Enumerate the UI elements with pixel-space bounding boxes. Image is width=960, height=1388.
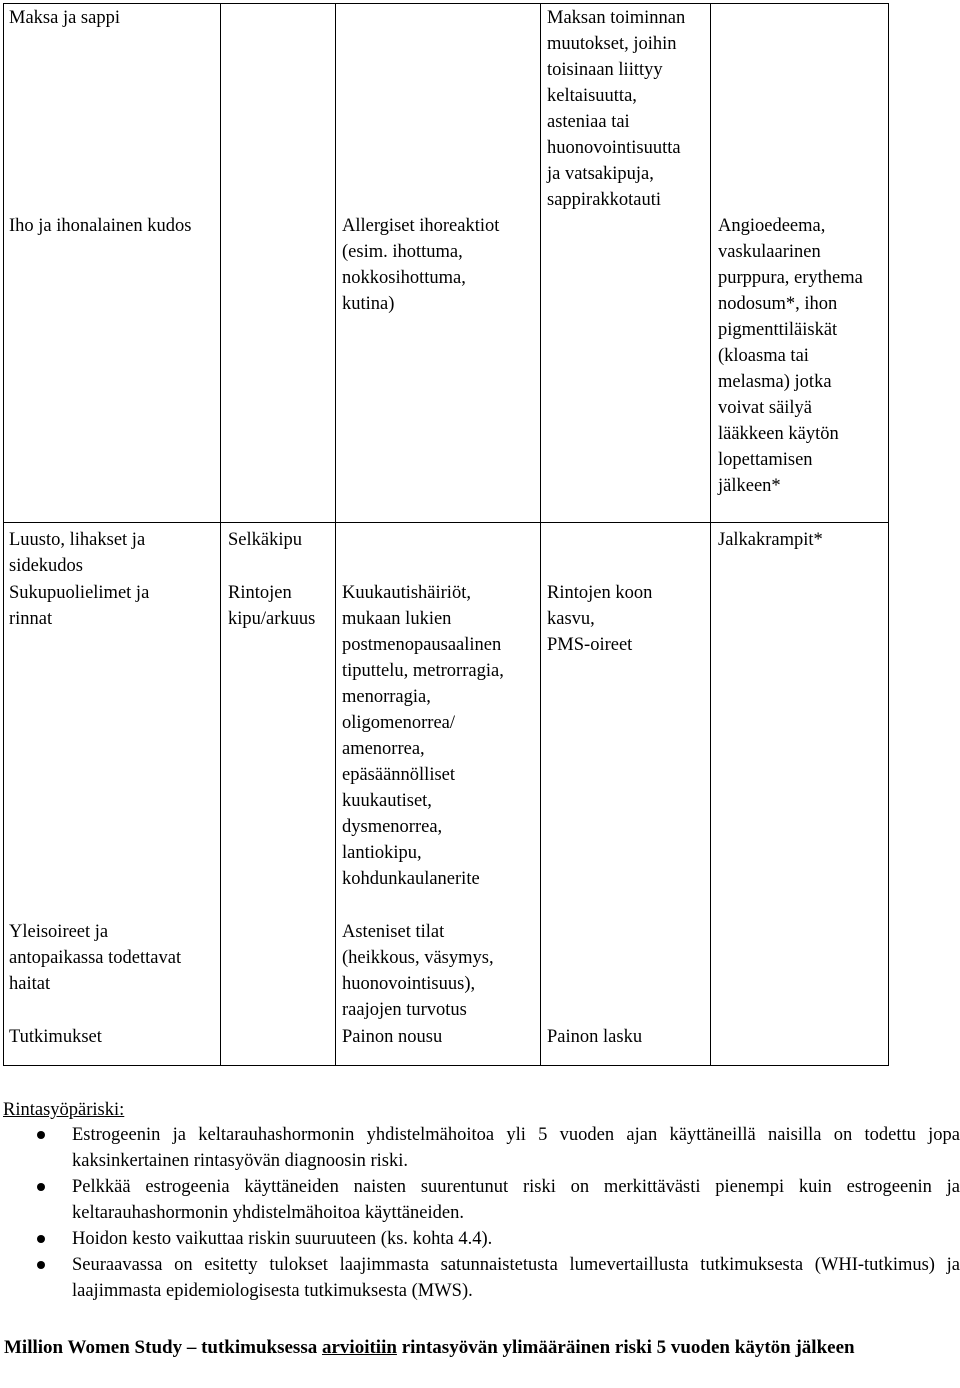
table-cell: Asteniset tilat (heikkous, väsymys, huonovointisuus), raajojen turvotus <box>342 922 494 1020</box>
table-column-divider <box>540 3 541 1065</box>
bullet-icon <box>37 1261 45 1269</box>
list-item-text: Hoidon kesto vaikuttaa riskin suuruuteen (ks. kohta 4.4). <box>72 1229 493 1249</box>
table-column-divider <box>710 3 711 1065</box>
table-cell: Maksan toiminnan muutokset, joihin toisinaan liittyy keltaisuutta, asteniaa tai huonovointisuutta ja vatsakipuja, sappirakkotauti <box>547 8 686 210</box>
table-cell: Jalkakrampit* <box>718 530 823 550</box>
bullet-icon <box>37 1235 45 1243</box>
study-heading-text: rintasyövän ylimääräinen riski 5 vuoden käytön jälkeen <box>396 1337 855 1358</box>
table-row-divider <box>3 522 889 523</box>
table-cell: Allergiset ihoreaktiot (esim. ihottuma, nokkosihottuma, kutina) <box>342 216 500 314</box>
study-heading-underlined: arvioitiin <box>321 1337 397 1358</box>
list-item <box>0 1122 960 1174</box>
bullet-icon <box>37 1131 45 1139</box>
study-heading <box>4 1335 944 1361</box>
table-cell: Kuukautishäiriöt, mukaan lukien postmenopausaalinen tiputtelu, metrorragia, menorragia, oligomenorrea/ amenorrea, epäsäännölliset kuukautiset, dysmenorrea, lantiokipu, kohdunkaulanerite <box>342 583 504 889</box>
table-cell-organ: Iho ja ihonalainen kudos <box>9 216 192 236</box>
list-item-text: Estrogeenin ja keltarauhashormonin yhdistelmähoitoa yli 5 vuoden ajan käyttäneillä naisilla on todettu jopa kaksinkertainen rintasyövän diagnoosin riski. <box>72 1125 960 1171</box>
table-cell: Selkäkipu <box>228 530 302 550</box>
table-cell-organ: Sukupuolielimet ja rinnat <box>9 583 150 629</box>
table-cell-organ: Luusto, lihakset ja sidekudos <box>9 530 146 576</box>
table-cell: Painon nousu <box>342 1027 443 1047</box>
table-cell: Painon lasku <box>547 1027 643 1047</box>
table-border-left <box>3 3 4 1065</box>
list-item <box>0 1252 960 1304</box>
table-border-bottom <box>3 1065 889 1066</box>
table-column-divider <box>220 3 221 1065</box>
table-border-right <box>888 3 889 1065</box>
list-item <box>0 1174 960 1226</box>
table-cell: Angioedeema, vaskulaarinen purppura, erythema nodosum*, ihon pigmenttiläiskät (kloasma tai melasma) jotka voivat säilyä lääkkeen käytön lopettamisen jälkeen* <box>718 216 863 496</box>
list-item-text: Pelkkää estrogeenia käyttäneiden naisten suurentunut riski on merkittävästi pienempi kuin estrogeenin ja keltarauhashormonin yhdistelmähoitoa käyttäneiden. <box>72 1177 960 1223</box>
section-heading: Rintasyöpäriski: <box>3 1100 125 1120</box>
table-cell-organ: Yleisoireet ja antopaikassa todettavat haitat <box>9 922 182 994</box>
study-heading-text: Million Women Study – tutkimuksessa <box>4 1337 322 1358</box>
table-cell-organ: Maksa ja sappi <box>9 8 120 28</box>
table-cell: Rintojen koon kasvu, PMS-oireet <box>547 583 653 655</box>
table-border-top <box>3 3 889 4</box>
risk-bullet-list <box>0 1122 960 1304</box>
list-item-text: Seuraavassa on esitetty tulokset laajimmasta satunnaistetusta lumevertaillusta tutkimuksesta (WHI-tutkimus) ja laajimmasta epidemiologisesta tutkimuksesta (MWS). <box>72 1255 960 1301</box>
table-cell: Rintojen kipu/arkuus <box>228 583 316 629</box>
list-item <box>0 1226 960 1252</box>
bullet-icon <box>37 1183 45 1191</box>
table-cell-organ: Tutkimukset <box>9 1027 102 1047</box>
table-column-divider <box>335 3 336 1065</box>
